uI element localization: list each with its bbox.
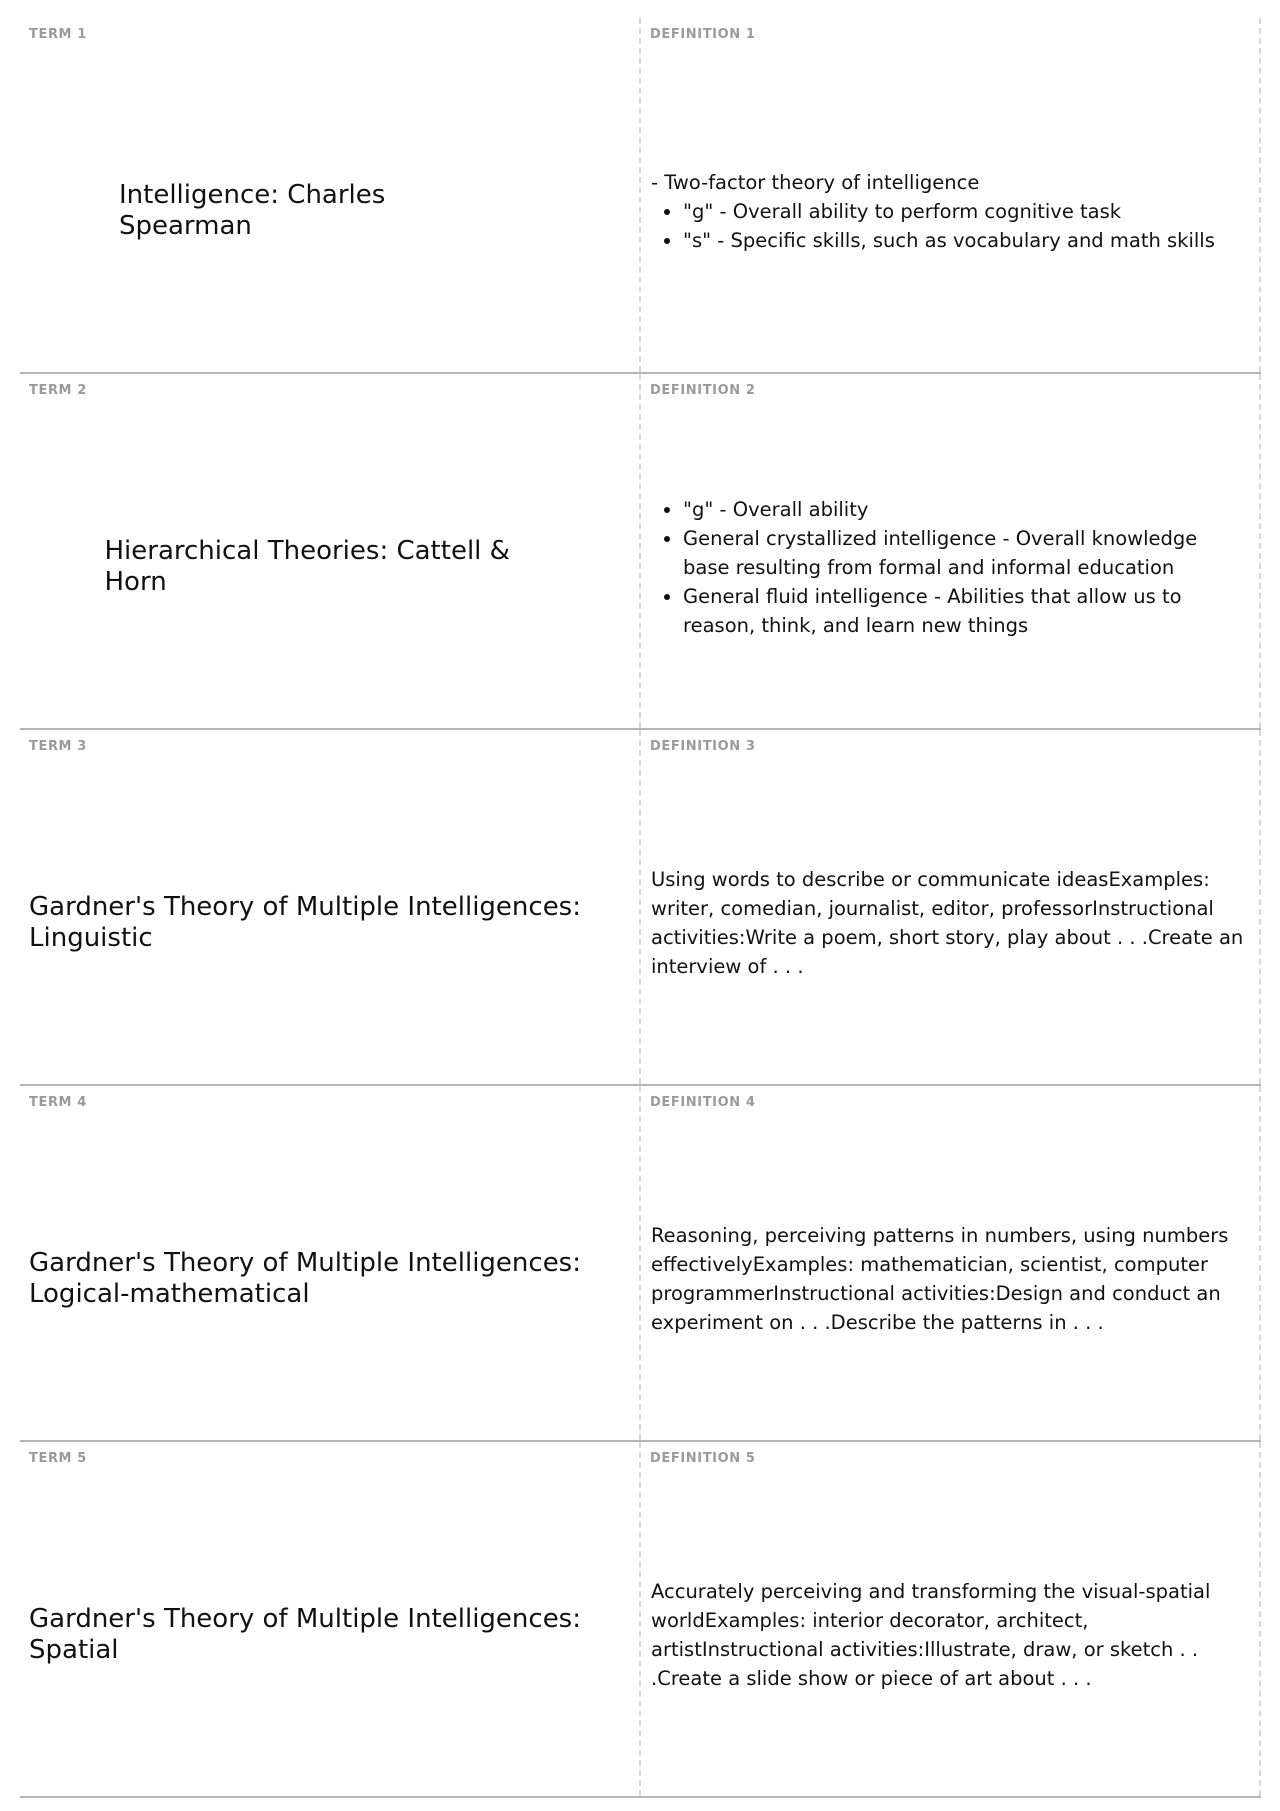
definition-text — [651, 168, 1245, 255]
flashcard-row — [20, 1086, 1261, 1442]
definition-list-item: • "s" - Specific skills, such as vocabulary and math skills — [683, 226, 1245, 255]
flashcard-row — [20, 730, 1261, 1086]
definition-list-item: • "g" - Overall ability to perform cognitive task — [683, 197, 1245, 226]
definition-cell — [641, 1086, 1261, 1440]
definition-cell — [641, 18, 1261, 372]
definition-list-item: • "g" - Overall ability — [683, 495, 1245, 524]
definition-cell — [641, 730, 1261, 1084]
term-label: TERM 3 — [29, 739, 87, 754]
term-cell — [20, 18, 641, 372]
term-cell — [20, 1086, 641, 1440]
definition-text: Reasoning, perceiving patterns in numbers, using numbers effectivelyExamples: mathematician, scientist, computer programmerInstructional activities:Design and conduct an experiment on . . .Describe the patterns in . . . — [651, 1224, 1229, 1334]
definition-text: Accurately perceiving and transforming the visual-spatial worldExamples: interior decorator, architect, artistInstructional activities:Illustrate, draw, or sketch . . .Create a slide show or piece of art about . . . — [651, 1580, 1211, 1690]
definition-label: DEFINITION 3 — [650, 739, 756, 754]
term-text: Hierarchical Theories: Cattell & Horn — [104, 536, 510, 597]
definition-label: DEFINITION 2 — [650, 383, 756, 398]
flashcard-sheet — [20, 18, 1261, 1798]
definition-text — [651, 495, 1245, 640]
term-label: TERM 1 — [29, 27, 87, 42]
definition-intro: - Two-factor theory of intelligence — [651, 170, 980, 194]
term-text: Gardner's Theory of Multiple Intelligences: Linguistic — [29, 892, 581, 953]
term-cell — [20, 1442, 641, 1796]
term-text: Intelligence: Charles Spearman — [119, 180, 386, 241]
term-text: Gardner's Theory of Multiple Intelligences: Spatial — [29, 1604, 581, 1665]
definition-list-item: • General fluid intelligence - Abilities that allow us to reason, think, and learn new things — [683, 582, 1245, 640]
term-text: Gardner's Theory of Multiple Intelligences: Logical-mathematical — [29, 1248, 581, 1309]
term-cell — [20, 730, 641, 1084]
definition-cell — [641, 374, 1261, 728]
term-label: TERM 4 — [29, 1095, 87, 1110]
definition-list-item: • General crystallized intelligence - Overall knowledge base resulting from formal and informal education — [683, 524, 1245, 582]
flashcard-row — [20, 1442, 1261, 1798]
definition-text: Using words to describe or communicate ideasExamples: writer, comedian, journalist, editor, professorInstructional activities:Write a poem, short story, play about . . .Create an interview of . . . — [651, 868, 1244, 978]
definition-cell — [641, 1442, 1261, 1796]
definition-label: DEFINITION 4 — [650, 1095, 756, 1110]
term-cell — [20, 374, 641, 728]
term-label: TERM 2 — [29, 383, 87, 398]
flashcard-row — [20, 374, 1261, 730]
definition-label: DEFINITION 5 — [650, 1451, 756, 1466]
definition-list — [651, 495, 1245, 640]
term-label: TERM 5 — [29, 1451, 87, 1466]
flashcard-row — [20, 18, 1261, 374]
definition-label: DEFINITION 1 — [650, 27, 756, 42]
definition-list — [651, 197, 1245, 255]
